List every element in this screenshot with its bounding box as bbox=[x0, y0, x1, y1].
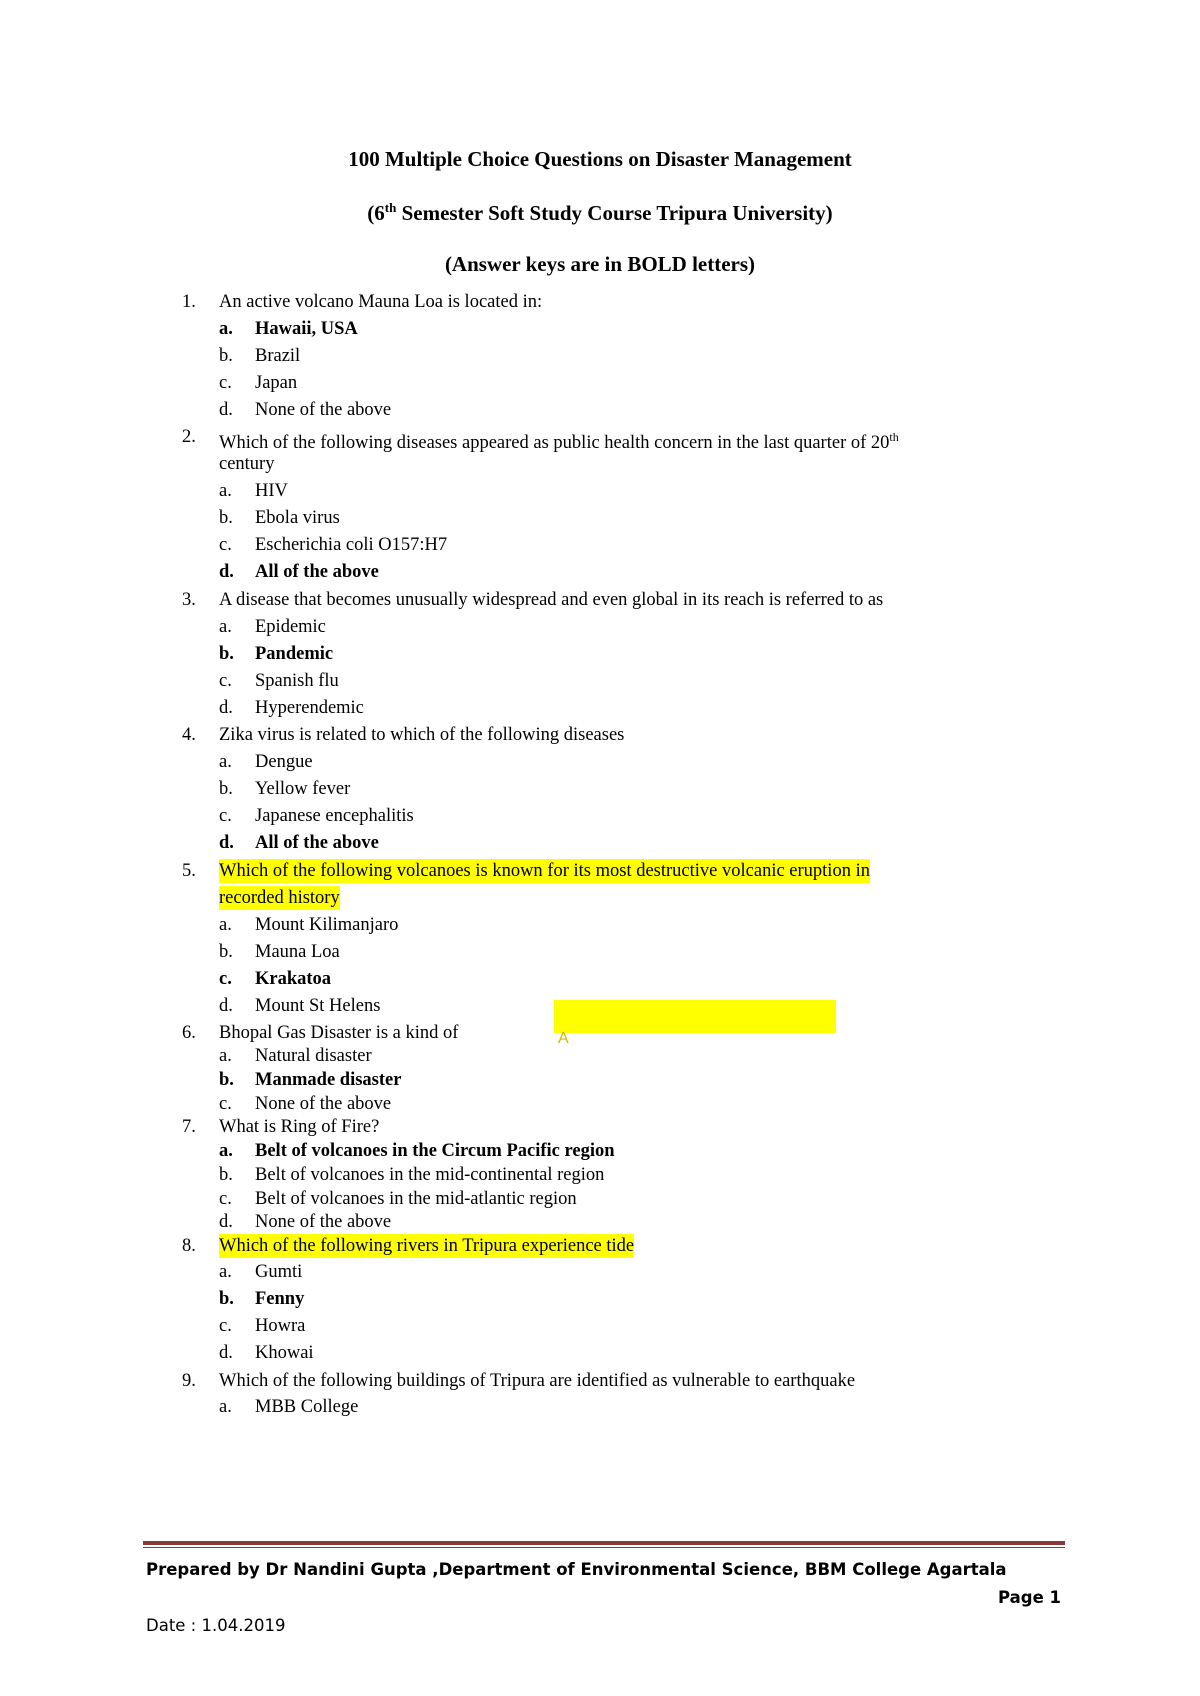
option-letter: c. bbox=[219, 373, 232, 393]
option-text: None of the above bbox=[255, 1094, 392, 1114]
option-letter: d. bbox=[219, 1212, 233, 1232]
option-text: Belt of volcanoes in the mid-atlantic region bbox=[255, 1189, 577, 1209]
option-letter: b. bbox=[219, 1165, 233, 1185]
option-letter: a. bbox=[219, 1397, 232, 1417]
prepared-by-text: Prepared by Dr Nandini Gupta ,Department of Environmental Science, BBM College Agartala bbox=[146, 1560, 1007, 1579]
option-text: Gumti bbox=[255, 1262, 303, 1282]
question-number: 8. bbox=[182, 1236, 196, 1256]
correct-answer-text: Belt of volcanoes in the Circum Pacific region bbox=[255, 1141, 615, 1161]
option-letter: c. bbox=[219, 1189, 232, 1209]
option-text: Khowai bbox=[255, 1343, 314, 1363]
question-number: 6. bbox=[182, 1023, 196, 1043]
option-text: None of the above bbox=[255, 1212, 392, 1232]
question-text: Which of the following rivers in Tripura experience tide bbox=[219, 1236, 635, 1256]
option-letter: a. bbox=[219, 915, 232, 935]
option-text: Dengue bbox=[255, 752, 313, 772]
option-text: Belt of volcanoes in the mid-continental region bbox=[255, 1165, 605, 1185]
option-letter: c. bbox=[219, 806, 232, 826]
correct-answer-text: All of the above bbox=[255, 833, 379, 853]
option-text: Howra bbox=[255, 1316, 306, 1336]
option-letter: c. bbox=[219, 1094, 232, 1114]
question-number: 5. bbox=[182, 861, 196, 881]
option-letter: c. bbox=[219, 671, 232, 691]
option-text: Escherichia coli O157:H7 bbox=[255, 535, 448, 555]
option-letter: c. bbox=[219, 969, 232, 989]
option-letter: d. bbox=[219, 996, 233, 1016]
option-letter: a. bbox=[219, 481, 232, 501]
option-letter: a. bbox=[219, 617, 232, 637]
question-number: 2. bbox=[182, 427, 196, 447]
question-number: 4. bbox=[182, 725, 196, 745]
option-letter: b. bbox=[219, 942, 233, 962]
question-text: Which of the following volcanoes is known for its most destructive volcanic eruption in bbox=[219, 861, 870, 881]
question-text: What is Ring of Fire? bbox=[219, 1117, 380, 1137]
question-text: Zika virus is related to which of the following diseases bbox=[219, 725, 625, 745]
option-letter: c. bbox=[219, 1316, 232, 1336]
subtitle-pre: (6 bbox=[367, 201, 385, 225]
option-letter: b. bbox=[219, 1070, 234, 1090]
question-text: century bbox=[219, 454, 275, 474]
option-letter: d. bbox=[219, 400, 233, 420]
annotation-mark: A bbox=[558, 1030, 569, 1047]
option-text: Japanese encephalitis bbox=[255, 806, 414, 826]
option-letter: b. bbox=[219, 508, 233, 528]
option-letter: a. bbox=[219, 752, 232, 772]
question-text: recorded history bbox=[219, 888, 340, 908]
question-number: 7. bbox=[182, 1117, 196, 1137]
option-letter: a. bbox=[219, 319, 233, 339]
correct-answer-text: Krakatoa bbox=[255, 969, 332, 989]
subtitle-post: Semester Soft Study Course Tripura University) bbox=[396, 201, 833, 225]
option-letter: d. bbox=[219, 1343, 233, 1363]
footer-rule-thick bbox=[143, 1541, 1065, 1545]
highlight-annotation-box bbox=[554, 1000, 836, 1033]
option-text: Brazil bbox=[255, 346, 301, 366]
option-letter: a. bbox=[219, 1046, 232, 1066]
option-letter: d. bbox=[219, 562, 234, 582]
option-letter: d. bbox=[219, 698, 233, 718]
correct-answer-text: All of the above bbox=[255, 562, 379, 582]
question-number: 1. bbox=[182, 292, 196, 312]
page-number: Page 1 bbox=[997, 1588, 1061, 1607]
option-text: Spanish flu bbox=[255, 671, 339, 691]
option-text: HIV bbox=[255, 481, 288, 501]
option-text: Japan bbox=[255, 373, 298, 393]
question-text: Which of the following diseases appeared as public health concern in the last quarter of 20th bbox=[219, 430, 899, 454]
option-text: Mount St Helens bbox=[255, 996, 381, 1016]
option-text: None of the above bbox=[255, 400, 392, 420]
option-letter: b. bbox=[219, 644, 234, 664]
question-text: An active volcano Mauna Loa is located in: bbox=[219, 292, 543, 312]
answer-key-note: (Answer keys are in BOLD letters) bbox=[444, 252, 756, 276]
option-letter: b. bbox=[219, 779, 233, 799]
option-letter: a. bbox=[219, 1262, 232, 1282]
option-text: Yellow fever bbox=[255, 779, 351, 799]
option-text: Mount Kilimanjaro bbox=[255, 915, 399, 935]
option-letter: b. bbox=[219, 1289, 234, 1309]
document-title: 100 Multiple Choice Questions on Disaster Management bbox=[348, 147, 852, 171]
option-text: Natural disaster bbox=[255, 1046, 372, 1066]
question-superscript: th bbox=[889, 430, 899, 444]
option-text: Epidemic bbox=[255, 617, 326, 637]
option-text: Hyperendemic bbox=[255, 698, 364, 718]
document-date: Date : 1.04.2019 bbox=[146, 1616, 286, 1635]
question-text: Which of the following buildings of Tripura are identified as vulnerable to earthquake bbox=[219, 1371, 856, 1391]
option-letter: d. bbox=[219, 833, 234, 853]
option-letter: a. bbox=[219, 1141, 233, 1161]
correct-answer-text: Fenny bbox=[255, 1289, 305, 1309]
correct-answer-text: Manmade disaster bbox=[255, 1070, 402, 1090]
question-text: A disease that becomes unusually widespread and even global in its reach is referred to as bbox=[219, 590, 884, 610]
footer-rule-thin bbox=[143, 1547, 1065, 1548]
question-number: 3. bbox=[182, 590, 196, 610]
option-text: MBB College bbox=[255, 1397, 359, 1417]
option-text: Mauna Loa bbox=[255, 942, 340, 962]
correct-answer-text: Hawaii, USA bbox=[255, 319, 358, 339]
question-number: 9. bbox=[182, 1371, 196, 1391]
question-text: Bhopal Gas Disaster is a kind of bbox=[219, 1023, 459, 1043]
option-letter: c. bbox=[219, 535, 232, 555]
correct-answer-text: Pandemic bbox=[255, 644, 334, 664]
option-letter: b. bbox=[219, 346, 233, 366]
option-text: Ebola virus bbox=[255, 508, 340, 528]
subtitle-sup: th bbox=[384, 200, 397, 215]
